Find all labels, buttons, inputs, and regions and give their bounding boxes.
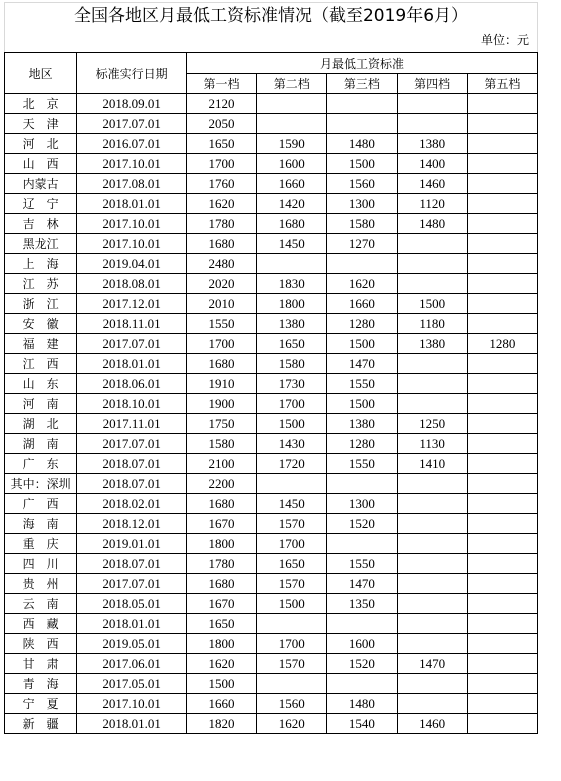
cell-tier-3: 1500 bbox=[327, 394, 397, 414]
cell-tier-3: 1500 bbox=[327, 154, 397, 174]
table-row bbox=[5, 574, 538, 594]
cell-region: 重 庆 bbox=[5, 534, 77, 554]
cell-tier-5 bbox=[467, 374, 537, 394]
header-tier-1: 第一档 bbox=[186, 74, 256, 94]
cell-tier-3: 1540 bbox=[327, 714, 397, 734]
cell-tier-5 bbox=[467, 194, 537, 214]
cell-tier-2: 1800 bbox=[257, 294, 327, 314]
cell-tier-2 bbox=[257, 614, 327, 634]
cell-tier-2: 1380 bbox=[257, 314, 327, 334]
table-row bbox=[5, 654, 538, 674]
cell-tier-3 bbox=[327, 674, 397, 694]
cell-tier-5 bbox=[467, 654, 537, 674]
cell-tier-4 bbox=[397, 594, 467, 614]
cell-tier-5 bbox=[467, 234, 537, 254]
cell-tier-1: 1700 bbox=[186, 154, 256, 174]
cell-tier-5 bbox=[467, 594, 537, 614]
cell-tier-4 bbox=[397, 554, 467, 574]
cell-tier-3: 1280 bbox=[327, 314, 397, 334]
cell-tier-1: 1680 bbox=[186, 234, 256, 254]
cell-region: 黑龙江 bbox=[5, 234, 77, 254]
cell-date: 2018.12.01 bbox=[77, 514, 187, 534]
table-row bbox=[5, 174, 538, 194]
cell-tier-1: 2020 bbox=[186, 274, 256, 294]
cell-tier-2 bbox=[257, 474, 327, 494]
cell-date: 2017.07.01 bbox=[77, 334, 187, 354]
cell-tier-3: 1500 bbox=[327, 334, 397, 354]
cell-tier-1: 2100 bbox=[186, 454, 256, 474]
cell-date: 2019.05.01 bbox=[77, 634, 187, 654]
cell-tier-3 bbox=[327, 534, 397, 554]
cell-tier-2 bbox=[257, 94, 327, 114]
cell-tier-5 bbox=[467, 454, 537, 474]
table-row bbox=[5, 214, 538, 234]
cell-tier-1: 2480 bbox=[186, 254, 256, 274]
table-row bbox=[5, 414, 538, 434]
cell-date: 2018.06.01 bbox=[77, 374, 187, 394]
cell-tier-5 bbox=[467, 694, 537, 714]
cell-tier-2: 1830 bbox=[257, 274, 327, 294]
table-row bbox=[5, 594, 538, 614]
cell-date: 2017.12.01 bbox=[77, 294, 187, 314]
table-row bbox=[5, 234, 538, 254]
cell-tier-4: 1470 bbox=[397, 654, 467, 674]
cell-tier-3: 1480 bbox=[327, 694, 397, 714]
table-row bbox=[5, 614, 538, 634]
cell-tier-4 bbox=[397, 614, 467, 634]
cell-tier-3: 1600 bbox=[327, 634, 397, 654]
cell-region: 辽 宁 bbox=[5, 194, 77, 214]
cell-tier-2: 1620 bbox=[257, 714, 327, 734]
table-title: 全国各地区月最低工资标准情况（截至2019年6月） bbox=[4, 2, 538, 29]
cell-region: 云 南 bbox=[5, 594, 77, 614]
cell-tier-4 bbox=[397, 534, 467, 554]
cell-tier-5 bbox=[467, 514, 537, 534]
cell-tier-4: 1380 bbox=[397, 334, 467, 354]
cell-date: 2018.11.01 bbox=[77, 314, 187, 334]
cell-tier-5 bbox=[467, 554, 537, 574]
cell-date: 2017.07.01 bbox=[77, 434, 187, 454]
cell-date: 2019.04.01 bbox=[77, 254, 187, 274]
cell-tier-1: 1670 bbox=[186, 514, 256, 534]
table-row bbox=[5, 554, 538, 574]
header-tier-3: 第三档 bbox=[327, 74, 397, 94]
cell-tier-3: 1350 bbox=[327, 594, 397, 614]
cell-tier-4 bbox=[397, 514, 467, 534]
header-tier-2: 第二档 bbox=[257, 74, 327, 94]
cell-tier-2: 1700 bbox=[257, 534, 327, 554]
cell-tier-2: 1660 bbox=[257, 174, 327, 194]
table-row bbox=[5, 374, 538, 394]
cell-date: 2017.06.01 bbox=[77, 654, 187, 674]
cell-tier-4: 1130 bbox=[397, 434, 467, 454]
cell-tier-2: 1570 bbox=[257, 574, 327, 594]
cell-region: 上 海 bbox=[5, 254, 77, 274]
cell-tier-2: 1450 bbox=[257, 234, 327, 254]
table-row bbox=[5, 274, 538, 294]
cell-tier-1: 1780 bbox=[186, 554, 256, 574]
cell-tier-4: 1120 bbox=[397, 194, 467, 214]
cell-tier-3: 1660 bbox=[327, 294, 397, 314]
cell-tier-5 bbox=[467, 714, 537, 734]
cell-date: 2017.10.01 bbox=[77, 234, 187, 254]
table-row bbox=[5, 394, 538, 414]
cell-tier-2: 1650 bbox=[257, 554, 327, 574]
cell-tier-5 bbox=[467, 134, 537, 154]
cell-tier-2 bbox=[257, 254, 327, 274]
cell-tier-3: 1470 bbox=[327, 574, 397, 594]
cell-region: 江 苏 bbox=[5, 274, 77, 294]
cell-date: 2017.07.01 bbox=[77, 574, 187, 594]
cell-tier-1: 1780 bbox=[186, 214, 256, 234]
cell-tier-5 bbox=[467, 174, 537, 194]
cell-date: 2018.07.01 bbox=[77, 454, 187, 474]
cell-tier-1: 1700 bbox=[186, 334, 256, 354]
cell-tier-5 bbox=[467, 354, 537, 374]
unit-label: 单位：元 bbox=[4, 29, 538, 52]
cell-tier-5 bbox=[467, 154, 537, 174]
cell-region: 西 藏 bbox=[5, 614, 77, 634]
cell-tier-1: 1500 bbox=[186, 674, 256, 694]
cell-tier-2: 1420 bbox=[257, 194, 327, 214]
cell-tier-4 bbox=[397, 574, 467, 594]
cell-tier-5 bbox=[467, 494, 537, 514]
cell-date: 2018.05.01 bbox=[77, 594, 187, 614]
cell-region: 湖 北 bbox=[5, 414, 77, 434]
cell-tier-5 bbox=[467, 634, 537, 654]
cell-tier-3 bbox=[327, 114, 397, 134]
cell-region: 新 疆 bbox=[5, 714, 77, 734]
cell-region: 其中：深圳 bbox=[5, 474, 77, 494]
cell-tier-1: 2120 bbox=[186, 94, 256, 114]
header-tier-4: 第四档 bbox=[397, 74, 467, 94]
cell-tier-3: 1270 bbox=[327, 234, 397, 254]
cell-tier-2: 1590 bbox=[257, 134, 327, 154]
cell-tier-4: 1410 bbox=[397, 454, 467, 474]
cell-region: 安 徽 bbox=[5, 314, 77, 334]
cell-date: 2017.07.01 bbox=[77, 114, 187, 134]
cell-date: 2018.07.01 bbox=[77, 474, 187, 494]
table-row bbox=[5, 294, 538, 314]
cell-date: 2018.08.01 bbox=[77, 274, 187, 294]
cell-tier-5 bbox=[467, 314, 537, 334]
cell-tier-2: 1560 bbox=[257, 694, 327, 714]
cell-date: 2018.10.01 bbox=[77, 394, 187, 414]
cell-tier-3: 1520 bbox=[327, 654, 397, 674]
table-row bbox=[5, 534, 538, 554]
cell-tier-2: 1570 bbox=[257, 514, 327, 534]
cell-region: 海 南 bbox=[5, 514, 77, 534]
cell-date: 2018.01.01 bbox=[77, 714, 187, 734]
cell-tier-3: 1520 bbox=[327, 514, 397, 534]
cell-tier-1: 1680 bbox=[186, 494, 256, 514]
cell-tier-5 bbox=[467, 114, 537, 134]
cell-region: 江 西 bbox=[5, 354, 77, 374]
cell-tier-3: 1380 bbox=[327, 414, 397, 434]
cell-region: 吉 林 bbox=[5, 214, 77, 234]
cell-date: 2016.07.01 bbox=[77, 134, 187, 154]
cell-tier-2: 1580 bbox=[257, 354, 327, 374]
cell-tier-3: 1300 bbox=[327, 494, 397, 514]
cell-tier-2: 1500 bbox=[257, 594, 327, 614]
cell-tier-5 bbox=[467, 414, 537, 434]
cell-tier-1: 1650 bbox=[186, 614, 256, 634]
header-region: 地区 bbox=[5, 53, 77, 94]
cell-tier-4: 1460 bbox=[397, 714, 467, 734]
cell-region: 宁 夏 bbox=[5, 694, 77, 714]
cell-tier-1: 1620 bbox=[186, 194, 256, 214]
cell-region: 山 西 bbox=[5, 154, 77, 174]
cell-tier-2: 1500 bbox=[257, 414, 327, 434]
cell-tier-1: 1680 bbox=[186, 354, 256, 374]
cell-region: 贵 州 bbox=[5, 574, 77, 594]
cell-date: 2018.01.01 bbox=[77, 194, 187, 214]
cell-tier-3 bbox=[327, 94, 397, 114]
cell-tier-5 bbox=[467, 674, 537, 694]
table-row bbox=[5, 114, 538, 134]
header-date: 标准实行日期 bbox=[77, 53, 187, 94]
cell-tier-3 bbox=[327, 614, 397, 634]
cell-tier-5 bbox=[467, 614, 537, 634]
cell-region: 福 建 bbox=[5, 334, 77, 354]
cell-tier-5 bbox=[467, 434, 537, 454]
cell-tier-1: 1750 bbox=[186, 414, 256, 434]
table-row bbox=[5, 714, 538, 734]
cell-tier-1: 2200 bbox=[186, 474, 256, 494]
cell-tier-3: 1620 bbox=[327, 274, 397, 294]
cell-tier-4 bbox=[397, 274, 467, 294]
table-row bbox=[5, 314, 538, 334]
cell-date: 2017.11.01 bbox=[77, 414, 187, 434]
cell-tier-1: 1580 bbox=[186, 434, 256, 454]
cell-tier-3: 1550 bbox=[327, 554, 397, 574]
cell-date: 2017.05.01 bbox=[77, 674, 187, 694]
cell-tier-2: 1450 bbox=[257, 494, 327, 514]
cell-region: 青 海 bbox=[5, 674, 77, 694]
cell-tier-3: 1280 bbox=[327, 434, 397, 454]
cell-region: 甘 肃 bbox=[5, 654, 77, 674]
cell-tier-1: 1820 bbox=[186, 714, 256, 734]
header-tier-5: 第五档 bbox=[467, 74, 537, 94]
cell-tier-3: 1470 bbox=[327, 354, 397, 374]
table-row bbox=[5, 514, 538, 534]
cell-date: 2017.10.01 bbox=[77, 154, 187, 174]
cell-tier-4 bbox=[397, 374, 467, 394]
cell-region: 北 京 bbox=[5, 94, 77, 114]
cell-region: 四 川 bbox=[5, 554, 77, 574]
table-row bbox=[5, 94, 538, 114]
table-row bbox=[5, 354, 538, 374]
cell-tier-4: 1180 bbox=[397, 314, 467, 334]
cell-tier-4 bbox=[397, 694, 467, 714]
cell-tier-4: 1480 bbox=[397, 214, 467, 234]
table-row bbox=[5, 194, 538, 214]
cell-tier-2: 1570 bbox=[257, 654, 327, 674]
cell-tier-3: 1480 bbox=[327, 134, 397, 154]
cell-tier-4 bbox=[397, 234, 467, 254]
cell-date: 2018.07.01 bbox=[77, 554, 187, 574]
table-row bbox=[5, 674, 538, 694]
cell-region: 内蒙古 bbox=[5, 174, 77, 194]
cell-tier-2: 1700 bbox=[257, 634, 327, 654]
cell-tier-2: 1430 bbox=[257, 434, 327, 454]
cell-region: 河 北 bbox=[5, 134, 77, 154]
cell-tier-2 bbox=[257, 674, 327, 694]
table-row bbox=[5, 694, 538, 714]
cell-tier-2: 1650 bbox=[257, 334, 327, 354]
cell-tier-4 bbox=[397, 494, 467, 514]
cell-date: 2018.01.01 bbox=[77, 354, 187, 374]
cell-tier-2: 1680 bbox=[257, 214, 327, 234]
cell-tier-4 bbox=[397, 354, 467, 374]
cell-region: 天 津 bbox=[5, 114, 77, 134]
cell-tier-2: 1720 bbox=[257, 454, 327, 474]
cell-tier-5 bbox=[467, 94, 537, 114]
cell-tier-2 bbox=[257, 114, 327, 134]
cell-tier-1: 1800 bbox=[186, 534, 256, 554]
cell-date: 2018.09.01 bbox=[77, 94, 187, 114]
cell-region: 湖 南 bbox=[5, 434, 77, 454]
cell-tier-3: 1300 bbox=[327, 194, 397, 214]
cell-tier-1: 1900 bbox=[186, 394, 256, 414]
cell-tier-1: 1800 bbox=[186, 634, 256, 654]
cell-tier-5 bbox=[467, 214, 537, 234]
cell-tier-3: 1550 bbox=[327, 454, 397, 474]
cell-tier-4 bbox=[397, 674, 467, 694]
table-row bbox=[5, 474, 538, 494]
table-row bbox=[5, 634, 538, 654]
cell-tier-4: 1380 bbox=[397, 134, 467, 154]
cell-tier-4 bbox=[397, 634, 467, 654]
cell-date: 2018.02.01 bbox=[77, 494, 187, 514]
cell-tier-5 bbox=[467, 254, 537, 274]
min-wage-table bbox=[4, 52, 538, 734]
cell-tier-5 bbox=[467, 474, 537, 494]
cell-tier-5: 1280 bbox=[467, 334, 537, 354]
cell-region: 陕 西 bbox=[5, 634, 77, 654]
cell-tier-4 bbox=[397, 394, 467, 414]
cell-tier-5 bbox=[467, 274, 537, 294]
cell-tier-1: 1550 bbox=[186, 314, 256, 334]
cell-tier-2: 1730 bbox=[257, 374, 327, 394]
cell-tier-5 bbox=[467, 574, 537, 594]
cell-tier-1: 1910 bbox=[186, 374, 256, 394]
table-row bbox=[5, 494, 538, 514]
cell-tier-4: 1400 bbox=[397, 154, 467, 174]
cell-tier-4 bbox=[397, 254, 467, 274]
cell-tier-1: 1760 bbox=[186, 174, 256, 194]
cell-region: 山 东 bbox=[5, 374, 77, 394]
cell-tier-3: 1580 bbox=[327, 214, 397, 234]
cell-tier-5 bbox=[467, 394, 537, 414]
cell-region: 河 南 bbox=[5, 394, 77, 414]
table-row bbox=[5, 154, 538, 174]
cell-tier-4 bbox=[397, 114, 467, 134]
cell-tier-1: 1660 bbox=[186, 694, 256, 714]
cell-tier-4 bbox=[397, 94, 467, 114]
cell-tier-5 bbox=[467, 534, 537, 554]
table-row bbox=[5, 134, 538, 154]
cell-region: 广 东 bbox=[5, 454, 77, 474]
cell-region: 浙 江 bbox=[5, 294, 77, 314]
spreadsheet bbox=[4, 2, 559, 734]
cell-tier-5 bbox=[467, 294, 537, 314]
cell-tier-3: 1560 bbox=[327, 174, 397, 194]
cell-tier-4: 1250 bbox=[397, 414, 467, 434]
table-row bbox=[5, 254, 538, 274]
table-row bbox=[5, 434, 538, 454]
cell-tier-1: 2010 bbox=[186, 294, 256, 314]
cell-tier-3: 1550 bbox=[327, 374, 397, 394]
cell-tier-2: 1700 bbox=[257, 394, 327, 414]
cell-tier-2: 1600 bbox=[257, 154, 327, 174]
cell-date: 2017.08.01 bbox=[77, 174, 187, 194]
cell-tier-4 bbox=[397, 474, 467, 494]
cell-tier-3 bbox=[327, 474, 397, 494]
cell-tier-4: 1500 bbox=[397, 294, 467, 314]
cell-tier-4: 1460 bbox=[397, 174, 467, 194]
cell-date: 2017.10.01 bbox=[77, 694, 187, 714]
cell-tier-1: 1650 bbox=[186, 134, 256, 154]
header-wage-group: 月最低工资标准 bbox=[186, 53, 537, 74]
cell-date: 2018.01.01 bbox=[77, 614, 187, 634]
cell-region: 广 西 bbox=[5, 494, 77, 514]
cell-tier-1: 1680 bbox=[186, 574, 256, 594]
table-row bbox=[5, 454, 538, 474]
cell-tier-1: 1670 bbox=[186, 594, 256, 614]
cell-tier-1: 2050 bbox=[186, 114, 256, 134]
cell-tier-1: 1620 bbox=[186, 654, 256, 674]
cell-date: 2019.01.01 bbox=[77, 534, 187, 554]
table-row bbox=[5, 334, 538, 354]
cell-tier-3 bbox=[327, 254, 397, 274]
cell-date: 2017.10.01 bbox=[77, 214, 187, 234]
